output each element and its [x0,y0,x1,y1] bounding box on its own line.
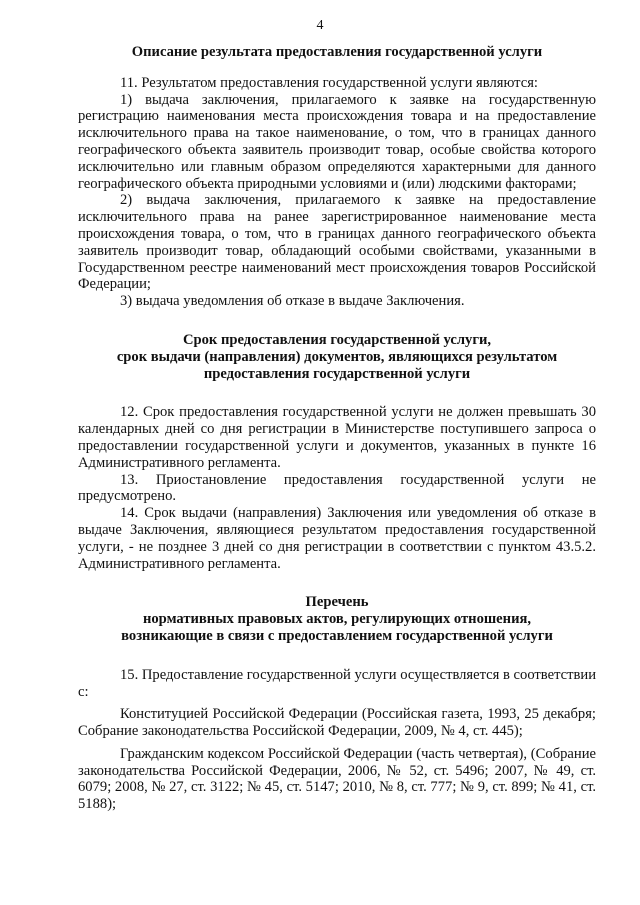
list-item-1: 1) выдача заключения, прилагаемого к заявке на государственную регистрацию наименования места происхождения товара и на предоставление исключительного права на такое наименование, о том, что в границах данного географического объекта заявитель производит товар, особые свойства которого исключительно или главным образом определяются характерными для данного географического объекта природными условиями и (или) людскими факторами; [78,91,596,192]
heading-line: срок выдачи (направления) документов, являющихся результатом [116,348,558,365]
paragraph-13: 13. Приостановление предоставления государственной услуги не предусмотрено. [78,471,596,505]
section-heading-term [78,332,596,382]
document-body [78,44,596,813]
heading-line: Перечень [305,594,369,611]
page-number: 4 [316,18,324,33]
paragraph-14: 14. Срок выдачи (направления) Заключения или уведомления об отказе в выдаче Заключения, являющиеся результатом предоставления государственной услуги, - не позднее 3 дней со дня регистрации в соответствии с пунктом 43.5.2. Административного регламента. [78,505,596,572]
legal-act-civil-code: Гражданским кодексом Российской Федерации (часть четвертая), (Собрание законодательства Российской Федерации, 2006, № 52, ст. 5496; 2007, № 49, ст. 6079; 2008, № 27, ст. 3122; № 45, ст. 5147; 2010, № 8, ст. 777; № 9, ст. 899; № 41, ст. 5188); [78,745,596,813]
heading-line: предоставления государственной услуги [203,365,471,382]
section-heading-legal-acts [78,594,596,644]
list-item-2: 2) выдача заключения, прилагаемого к заявке на предоставление исключительного права на ранее зарегистрированное наименование места происхождения товара, о том, что в границах данного географического объекта заявитель производит товар, обладающий особыми свойствами, указанными в Государственном реестре наименований мест происхождения товаров Российской Федерации; [78,192,596,293]
legal-act-constitution: Конституцией Российской Федерации (Российская газета, 1993, 25 декабря; Собрание законодательства Российской Федерации, 2009, № 4, ст. 445); [78,706,596,740]
paragraph-11: 11. Результатом предоставления государственной услуги являются: [120,74,538,91]
heading-line: Срок предоставления государственной услуги, [182,331,492,348]
heading-line: нормативных правовых актов, регулирующих отношения, [142,611,532,628]
section-heading-result: Описание результата предоставления государственной услуги [131,44,543,60]
paragraph-12: 12. Срок предоставления государственной услуги не должен превышать 30 календарных дней со дня регистрации в Министерстве поступившего запроса о предоставлении государственной услуги и документов, указанных в пункте 16 Административного регламента. [78,404,596,471]
list-item-3: 3) выдача уведомления об отказе в выдаче Заключения. [120,293,465,310]
heading-line: возникающие в связи с предоставлением государственной услуги [121,627,553,644]
paragraph-15: 15. Предоставление государственной услуги осуществляется в соответствии с: [78,666,597,700]
